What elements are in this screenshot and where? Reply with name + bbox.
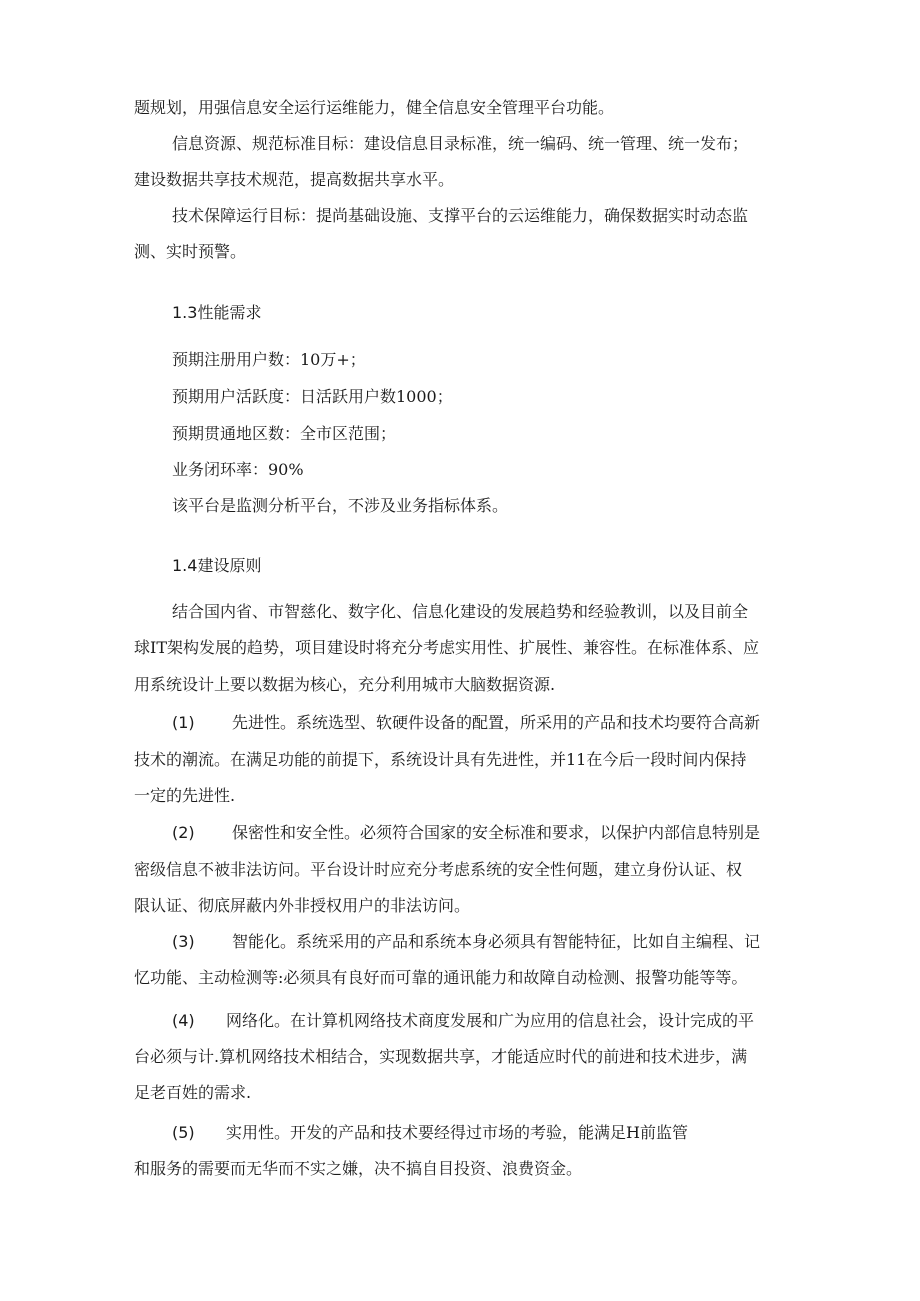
principles-intro-line-3: 用系统设计上要以数据为核心，充分利用城市大脑数据资源. (134, 675, 556, 694)
principle-1-line-1: 先进性。系统选型、软硬件设备的配置，所采用的产品和技术均要符合高新 (232, 713, 761, 732)
tech-support-line-2: 测、实时预警。 (134, 242, 247, 261)
perf-item-5: 该平台是监测分析平台，不涉及业务指标体系。 (172, 496, 509, 515)
principle-4-line-2: 台必须与计.算机网络技术相结合，实现数据共享，才能适应时代的前进和技术进步，满 (134, 1047, 748, 1066)
principle-number-4: (4) (172, 1011, 195, 1030)
principle-4-line-1: 网络化。在计算机网络技术商度发展和广为应用的信息社会，设计完成的平 (226, 1011, 755, 1030)
principle-number-1: (1) (172, 713, 195, 732)
principle-5-line-2: 和服务的需要而无华而不实之嫌，决不搞自目投资、浪费资金。 (134, 1159, 583, 1178)
principle-number-2: (2) (172, 823, 195, 842)
principle-3-line-2: 忆功能、主动检测等:必须具有良好而可靠的通讯能力和故障自动检测、报警功能等等。 (134, 968, 748, 987)
perf-item-3: 预期贯通地区数：全市区范围； (172, 424, 397, 443)
tech-support-line-1: 技术保障运行目标：提尚基础设施、支撑平台的云运维能力，确保数据实时动态监 (172, 206, 749, 225)
perf-item-2: 预期用户活跃度：日活跃用户数1000； (172, 387, 453, 406)
section-heading-1-3: 1.3性能需求 (172, 303, 262, 322)
principle-5-line-1: 实用性。开发的产品和技术要经得过市场的考验，能满足H前监管 (226, 1123, 688, 1142)
perf-item-4: 业务闭环率：90% (172, 460, 304, 479)
perf-item-1: 预期注册用户数：10万+； (172, 350, 366, 369)
principles-intro-line-2: 球IT架构发展的趋势，项目建设时将充分考虑实用性、扩展性、兼容性。在标准体系、应 (134, 638, 759, 657)
principle-1-line-3: 一定的先进性. (134, 786, 236, 805)
info-resource-line-2: 建设数据共享技术规范，提高数据共享水平。 (134, 170, 455, 189)
principles-intro-line-1: 结合国内省、市智慈化、数字化、信息化建设的发展趋势和经验教训，以及目前全 (172, 602, 749, 621)
principle-number-3: (3) (172, 932, 195, 951)
principle-number-5: (5) (172, 1123, 195, 1142)
principle-4-line-3: 足老百姓的需求. (134, 1083, 252, 1102)
principle-3-line-1: 智能化。系统采用的产品和系统本身必须具有智能特征，比如自主编程、记 (232, 932, 761, 951)
intro-line-1: 题规划，用强信息安全运行运维能力，健全信息安全管理平台功能。 (134, 98, 615, 117)
principle-1-line-2: 技术的潮流。在满足功能的前提下，系统设计具有先进性，并11在今后一段时间内保持 (134, 750, 747, 769)
info-resource-line-1: 信息资源、规范标准目标：建设信息目录标准，统一编码、统一管理、统一发布； (172, 134, 749, 153)
section-heading-1-4: 1.4建设原则 (172, 556, 262, 575)
principle-2-line-3: 限认证、彻底屏蔽内外非授权用户的非法访问。 (134, 896, 471, 915)
principle-2-line-2: 密级信息不被非法访问。平台设计时应充分考虑系统的安全性何题，建立身份认证、权 (134, 860, 743, 879)
principle-2-line-1: 保密性和安全性。必须符合国家的安全标准和要求，以保护内部信息特别是 (232, 823, 761, 842)
